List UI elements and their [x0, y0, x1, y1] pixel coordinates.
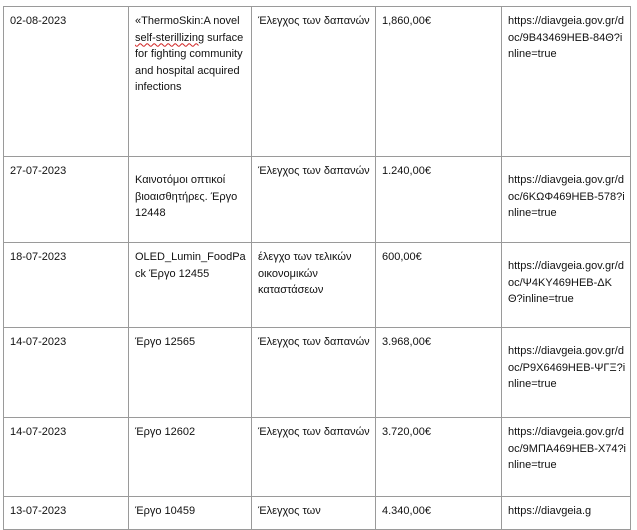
amount-cell: 1,860,00€ [376, 7, 502, 157]
table-row [4, 418, 631, 497]
date-cell: 18-07-2023 [4, 243, 129, 328]
table-row [4, 157, 631, 243]
date-cell: 14-07-2023 [4, 418, 129, 497]
project-title-suffix: surface for fighting community and hospital acquired infections [135, 31, 244, 93]
audit-type-cell: έλεγχο των τελικών οικονομικών καταστάσεων [252, 243, 376, 328]
amount-cell: 4.340,00€ [376, 497, 502, 530]
spellcheck-flagged-word[interactable]: self-sterillizing [135, 31, 205, 44]
table-row [4, 243, 631, 328]
project-title-cell: Έργο 12602 [129, 418, 252, 497]
date-cell: 02-08-2023 [4, 7, 129, 157]
amount-cell: 3.968,00€ [376, 328, 502, 418]
audit-type-cell: Έλεγχος των [252, 497, 376, 530]
table-row [4, 7, 631, 157]
amount-cell: 600,00€ [376, 243, 502, 328]
project-title-cell: Καινοτόμοι οπτικοί βιοαισθητήρες. Έργο 12448 [129, 157, 252, 243]
project-title-cell [129, 7, 252, 157]
project-title-cell: OLED_Lumin_FoodPack Έργο 12455 [129, 243, 252, 328]
document-page [3, 6, 631, 530]
url-cell: https://diavgeia.g [502, 497, 631, 530]
date-cell: 14-07-2023 [4, 328, 129, 418]
table-row [4, 328, 631, 418]
url-cell: https://diavgeia.gov.gr/doc/9Β43469ΗΕΒ-84Θ?inline=true [502, 7, 631, 157]
audit-type-cell: Έλεγχος των δαπανών [252, 7, 376, 157]
url-cell: https://diavgeia.gov.gr/doc/Ρ9Χ6469ΗΕΒ-ΨΓΞ?inline=true [502, 328, 631, 418]
project-title-cell: Έργο 12565 [129, 328, 252, 418]
amount-cell: 3.720,00€ [376, 418, 502, 497]
audit-type-cell: Έλεγχος των δαπανών [252, 418, 376, 497]
date-cell: 13-07-2023 [4, 497, 129, 530]
table-row [4, 497, 631, 530]
date-cell: 27-07-2023 [4, 157, 129, 243]
expenses-table [3, 6, 631, 530]
url-cell: https://diavgeia.gov.gr/doc/6ΚΩΦ469ΗΕΒ-578?inline=true [502, 157, 631, 243]
project-title-prefix: «ThermoSkin:A novel [135, 15, 240, 27]
amount-cell: 1.240,00€ [376, 157, 502, 243]
project-title-cell: Έργο 10459 [129, 497, 252, 530]
url-cell: https://diavgeia.gov.gr/doc/9ΜΠΑ469ΗΕΒ-Χ74?inline=true [502, 418, 631, 497]
audit-type-cell: Έλεγχος των δαπανών [252, 157, 376, 243]
audit-type-cell: Έλεγχος των δαπανών [252, 328, 376, 418]
url-cell: https://diavgeia.gov.gr/doc/Ψ4ΚΥ469ΗΕΒ-ΔΚΘ?inline=true [502, 243, 631, 328]
